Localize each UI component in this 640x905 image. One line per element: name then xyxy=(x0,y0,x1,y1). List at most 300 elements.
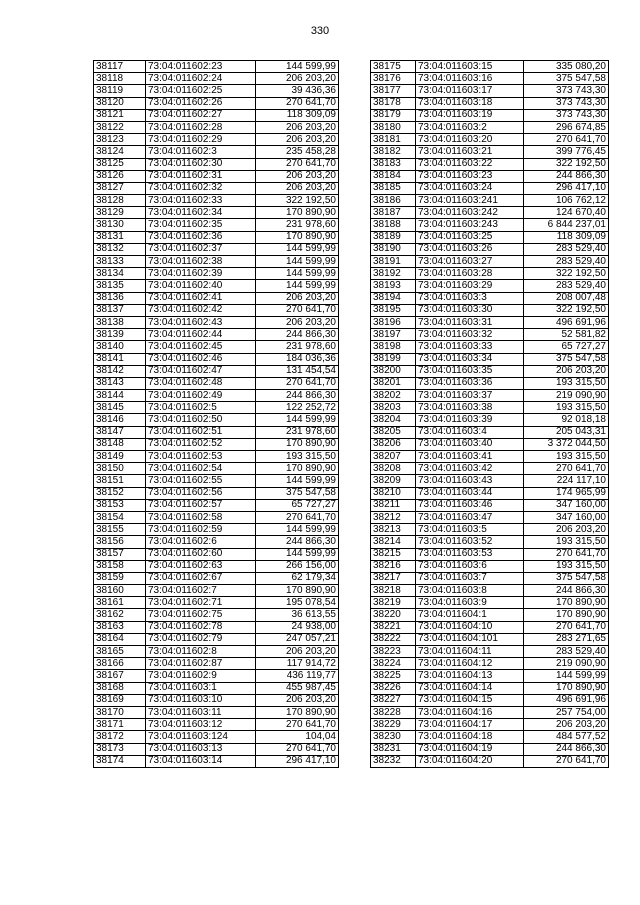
cadastral-value: 65 727,27 xyxy=(524,341,609,353)
table-row xyxy=(371,646,609,658)
row-number: 38179 xyxy=(371,109,416,121)
table-row xyxy=(371,463,609,475)
cadastral-number: 73:04:011603:21 xyxy=(416,146,524,158)
cadastral-number: 73:04:011603:4 xyxy=(416,426,524,438)
row-number: 38227 xyxy=(371,694,416,706)
table-row xyxy=(371,597,609,609)
cadastral-value: 335 080,20 xyxy=(524,61,609,73)
table-row xyxy=(371,329,609,341)
cadastral-number: 73:04:011603:29 xyxy=(416,280,524,292)
table-row xyxy=(94,658,339,670)
cadastral-value: 124 670,40 xyxy=(524,207,609,219)
cadastral-number: 73:04:011602:30 xyxy=(146,158,256,170)
table-row xyxy=(94,158,339,170)
cadastral-number: 73:04:011603:38 xyxy=(416,402,524,414)
cadastral-value: 283 529,40 xyxy=(524,646,609,658)
row-number: 38127 xyxy=(94,182,146,194)
row-number: 38169 xyxy=(94,694,146,706)
cadastral-value: 206 203,20 xyxy=(256,316,339,328)
table-row xyxy=(371,219,609,231)
table-row xyxy=(371,621,609,633)
row-number: 38181 xyxy=(371,134,416,146)
table-row xyxy=(371,487,609,499)
row-number: 38124 xyxy=(94,146,146,158)
cadastral-number: 73:04:011603:33 xyxy=(416,341,524,353)
cadastral-number: 73:04:011602:26 xyxy=(146,97,256,109)
row-number: 38121 xyxy=(94,109,146,121)
table-row xyxy=(371,670,609,682)
cadastral-value: 244 866,30 xyxy=(256,329,339,341)
table-row xyxy=(371,146,609,158)
row-number: 38139 xyxy=(94,329,146,341)
cadastral-value: 231 978,60 xyxy=(256,426,339,438)
row-number: 38219 xyxy=(371,597,416,609)
row-number: 38133 xyxy=(94,256,146,268)
cadastral-number: 73:04:011603:47 xyxy=(416,511,524,523)
cadastral-value: 144 599,99 xyxy=(256,280,339,292)
cadastral-value: 170 890,90 xyxy=(256,231,339,243)
cadastral-number: 73:04:011602:56 xyxy=(146,487,256,499)
row-number: 38222 xyxy=(371,633,416,645)
table-row xyxy=(94,731,339,743)
cadastral-value: 270 641,70 xyxy=(524,755,609,767)
cadastral-number: 73:04:011603:44 xyxy=(416,487,524,499)
cadastral-value: 195 078,54 xyxy=(256,597,339,609)
cadastral-value: 170 890,90 xyxy=(256,706,339,718)
row-number: 38147 xyxy=(94,426,146,438)
cadastral-value: 144 599,99 xyxy=(256,243,339,255)
cadastral-number: 73:04:011602:60 xyxy=(146,548,256,560)
cadastral-value: 296 417,10 xyxy=(524,182,609,194)
table-row xyxy=(371,243,609,255)
table-row xyxy=(94,511,339,523)
row-number: 38195 xyxy=(371,304,416,316)
row-number: 38122 xyxy=(94,121,146,133)
cadastral-value: 283 529,40 xyxy=(524,243,609,255)
row-number: 38158 xyxy=(94,560,146,572)
row-number: 38148 xyxy=(94,438,146,450)
row-number: 38174 xyxy=(94,755,146,767)
cadastral-value: 193 315,50 xyxy=(524,536,609,548)
table-row xyxy=(371,353,609,365)
cadastral-value: 322 192,50 xyxy=(524,268,609,280)
row-number: 38136 xyxy=(94,292,146,304)
table-row xyxy=(94,719,339,731)
table-row xyxy=(371,121,609,133)
table-row xyxy=(94,487,339,499)
table-row xyxy=(94,121,339,133)
row-number: 38142 xyxy=(94,365,146,377)
cadastral-number: 73:04:011603:40 xyxy=(416,438,524,450)
cadastral-value: 193 315,50 xyxy=(524,377,609,389)
cadastral-number: 73:04:011602:24 xyxy=(146,73,256,85)
cadastral-value: 373 743,30 xyxy=(524,97,609,109)
table-row xyxy=(371,548,609,560)
row-number: 38207 xyxy=(371,451,416,463)
table-row xyxy=(371,365,609,377)
table-row xyxy=(371,755,609,767)
cadastral-number: 73:04:011602:28 xyxy=(146,121,256,133)
cadastral-number: 73:04:011604:18 xyxy=(416,731,524,743)
table-row xyxy=(94,548,339,560)
row-number: 38223 xyxy=(371,646,416,658)
table-row xyxy=(371,207,609,219)
table-row xyxy=(94,536,339,548)
row-number: 38149 xyxy=(94,451,146,463)
table-row xyxy=(371,451,609,463)
cadastral-number: 73:04:011604:12 xyxy=(416,658,524,670)
row-number: 38137 xyxy=(94,304,146,316)
cadastral-value: 122 252,72 xyxy=(256,402,339,414)
cadastral-value: 24 938,00 xyxy=(256,621,339,633)
table-row xyxy=(371,402,609,414)
cadastral-value: 65 727,27 xyxy=(256,499,339,511)
cadastral-number: 73:04:011602:27 xyxy=(146,109,256,121)
row-number: 38153 xyxy=(94,499,146,511)
row-number: 38172 xyxy=(94,731,146,743)
cadastral-value: 257 754,00 xyxy=(524,706,609,718)
table-row xyxy=(371,719,609,731)
cadastral-value: 283 271,65 xyxy=(524,633,609,645)
table-row xyxy=(94,670,339,682)
table-row xyxy=(94,170,339,182)
row-number: 38218 xyxy=(371,585,416,597)
row-number: 38144 xyxy=(94,390,146,402)
table-row xyxy=(371,109,609,121)
cadastral-value: 235 458,28 xyxy=(256,146,339,158)
cadastral-number: 73:04:011603:241 xyxy=(416,195,524,207)
cadastral-number: 73:04:011603:42 xyxy=(416,463,524,475)
cadastral-number: 73:04:011604:10 xyxy=(416,621,524,633)
cadastral-value: 219 090,90 xyxy=(524,390,609,402)
cadastral-value: 106 762,12 xyxy=(524,195,609,207)
row-number: 38216 xyxy=(371,560,416,572)
cadastral-number: 73:04:011602:3 xyxy=(146,146,256,158)
row-number: 38134 xyxy=(94,268,146,280)
cadastral-number: 73:04:011603:34 xyxy=(416,353,524,365)
cadastral-number: 73:04:011603:26 xyxy=(416,243,524,255)
table-row xyxy=(94,207,339,219)
cadastral-number: 73:04:011602:9 xyxy=(146,670,256,682)
table-row xyxy=(94,438,339,450)
cadastral-number: 73:04:011602:5 xyxy=(146,402,256,414)
cadastral-value: 144 599,99 xyxy=(256,475,339,487)
row-number: 38184 xyxy=(371,170,416,182)
row-number: 38196 xyxy=(371,316,416,328)
row-number: 38187 xyxy=(371,207,416,219)
cadastral-number: 73:04:011603:39 xyxy=(416,414,524,426)
cadastral-number: 73:04:011602:63 xyxy=(146,560,256,572)
table-row xyxy=(94,585,339,597)
table-row xyxy=(371,377,609,389)
table-row xyxy=(371,292,609,304)
row-number: 38178 xyxy=(371,97,416,109)
row-number: 38200 xyxy=(371,365,416,377)
cadastral-value: 206 203,20 xyxy=(256,134,339,146)
cadastral-value: 170 890,90 xyxy=(524,609,609,621)
row-number: 38125 xyxy=(94,158,146,170)
table-row xyxy=(371,706,609,718)
row-number: 38198 xyxy=(371,341,416,353)
row-number: 38189 xyxy=(371,231,416,243)
cadastral-number: 73:04:011604:101 xyxy=(416,633,524,645)
table-row xyxy=(371,572,609,584)
row-number: 38191 xyxy=(371,256,416,268)
cadastral-number: 73:04:011603:11 xyxy=(146,706,256,718)
table-row xyxy=(94,609,339,621)
table-row xyxy=(371,585,609,597)
table-row xyxy=(371,316,609,328)
cadastral-number: 73:04:011602:78 xyxy=(146,621,256,633)
cadastral-value: 455 987,45 xyxy=(256,682,339,694)
table-row xyxy=(371,499,609,511)
cadastral-number: 73:04:011604:15 xyxy=(416,694,524,706)
cadastral-number: 73:04:011604:11 xyxy=(416,646,524,658)
cadastral-value: 270 641,70 xyxy=(256,719,339,731)
cadastral-number: 73:04:011603:23 xyxy=(416,170,524,182)
table-row xyxy=(94,61,339,73)
table-row xyxy=(94,475,339,487)
page-number: 330 xyxy=(310,25,330,37)
row-number: 38232 xyxy=(371,755,416,767)
table-row xyxy=(371,280,609,292)
row-number: 38162 xyxy=(94,609,146,621)
cadastral-value: 193 315,50 xyxy=(524,560,609,572)
cadastral-value: 244 866,30 xyxy=(256,390,339,402)
cadastral-number: 73:04:011602:29 xyxy=(146,134,256,146)
cadastral-value: 206 203,20 xyxy=(524,719,609,731)
row-number: 38226 xyxy=(371,682,416,694)
cadastral-number: 73:04:011603:30 xyxy=(416,304,524,316)
cadastral-number: 73:04:011603:242 xyxy=(416,207,524,219)
cadastral-value: 270 641,70 xyxy=(524,621,609,633)
row-number: 38213 xyxy=(371,524,416,536)
row-number: 38128 xyxy=(94,195,146,207)
table-row xyxy=(94,292,339,304)
row-number: 38180 xyxy=(371,121,416,133)
row-number: 38135 xyxy=(94,280,146,292)
row-number: 38165 xyxy=(94,646,146,658)
cadastral-number: 73:04:011603:46 xyxy=(416,499,524,511)
cadastral-number: 73:04:011603:7 xyxy=(416,572,524,584)
cadastral-value: 36 613,55 xyxy=(256,609,339,621)
row-number: 38188 xyxy=(371,219,416,231)
row-number: 38154 xyxy=(94,511,146,523)
cadastral-value: 170 890,90 xyxy=(256,438,339,450)
cadastral-value: 131 454,54 xyxy=(256,365,339,377)
cadastral-value: 3 372 044,50 xyxy=(524,438,609,450)
cadastral-value: 219 090,90 xyxy=(524,658,609,670)
table-row xyxy=(94,390,339,402)
row-number: 38228 xyxy=(371,706,416,718)
cadastral-number: 73:04:011603:10 xyxy=(146,694,256,706)
cadastral-number: 73:04:011602:47 xyxy=(146,365,256,377)
table-row xyxy=(371,414,609,426)
row-number: 38159 xyxy=(94,572,146,584)
table-row xyxy=(371,85,609,97)
cadastral-value: 104,04 xyxy=(256,731,339,743)
cadastral-value: 270 641,70 xyxy=(256,511,339,523)
cadastral-value: 399 776,45 xyxy=(524,146,609,158)
row-number: 38225 xyxy=(371,670,416,682)
row-number: 38203 xyxy=(371,402,416,414)
row-number: 38141 xyxy=(94,353,146,365)
cadastral-value: 322 192,50 xyxy=(524,158,609,170)
row-number: 38163 xyxy=(94,621,146,633)
table-row xyxy=(371,390,609,402)
row-number: 38132 xyxy=(94,243,146,255)
cadastral-value: 347 160,00 xyxy=(524,511,609,523)
row-number: 38129 xyxy=(94,207,146,219)
table-row xyxy=(94,646,339,658)
table-row xyxy=(94,85,339,97)
table-row xyxy=(371,560,609,572)
cadastral-value: 496 691,96 xyxy=(524,316,609,328)
cadastral-number: 73:04:011602:52 xyxy=(146,438,256,450)
table-row xyxy=(94,499,339,511)
cadastral-number: 73:04:011603:14 xyxy=(146,755,256,767)
table-row xyxy=(94,463,339,475)
row-number: 38173 xyxy=(94,743,146,755)
cadastral-value: 373 743,30 xyxy=(524,109,609,121)
cadastral-value: 144 599,99 xyxy=(524,670,609,682)
cadastral-value: 144 599,99 xyxy=(256,61,339,73)
cadastral-value: 270 641,70 xyxy=(524,463,609,475)
row-number: 38201 xyxy=(371,377,416,389)
row-number: 38126 xyxy=(94,170,146,182)
row-number: 38150 xyxy=(94,463,146,475)
row-number: 38186 xyxy=(371,195,416,207)
row-number: 38152 xyxy=(94,487,146,499)
row-number: 38230 xyxy=(371,731,416,743)
cadastral-number: 73:04:011602:23 xyxy=(146,61,256,73)
row-number: 38118 xyxy=(94,73,146,85)
cadastral-value: 206 203,20 xyxy=(524,524,609,536)
cadastral-value: 170 890,90 xyxy=(256,207,339,219)
cadastral-number: 73:04:011603:28 xyxy=(416,268,524,280)
row-number: 38143 xyxy=(94,377,146,389)
table-row xyxy=(371,195,609,207)
cadastral-value: 206 203,20 xyxy=(256,170,339,182)
table-row xyxy=(94,341,339,353)
cadastral-number: 73:04:011603:41 xyxy=(416,451,524,463)
cadastral-number: 73:04:011603:25 xyxy=(416,231,524,243)
cadastral-number: 73:04:011602:40 xyxy=(146,280,256,292)
table-row xyxy=(94,621,339,633)
cadastral-number: 73:04:011603:9 xyxy=(416,597,524,609)
cadastral-number: 73:04:011603:5 xyxy=(416,524,524,536)
row-number: 38206 xyxy=(371,438,416,450)
row-number: 38224 xyxy=(371,658,416,670)
cadastral-value: 6 844 237,01 xyxy=(524,219,609,231)
cadastral-number: 73:04:011603:32 xyxy=(416,329,524,341)
cadastral-number: 73:04:011603:22 xyxy=(416,158,524,170)
cadastral-number: 73:04:011604:20 xyxy=(416,755,524,767)
table-row xyxy=(371,158,609,170)
table-row xyxy=(94,316,339,328)
row-number: 38192 xyxy=(371,268,416,280)
cadastral-number: 73:04:011602:67 xyxy=(146,572,256,584)
row-number: 38146 xyxy=(94,414,146,426)
cadastral-value: 144 599,99 xyxy=(256,524,339,536)
cadastral-value: 170 890,90 xyxy=(256,585,339,597)
cadastral-value: 193 315,50 xyxy=(524,402,609,414)
table-row xyxy=(94,256,339,268)
table-row xyxy=(94,97,339,109)
table-row xyxy=(371,694,609,706)
table-row xyxy=(371,73,609,85)
cadastral-number: 73:04:011602:51 xyxy=(146,426,256,438)
cadastral-number: 73:04:011603:243 xyxy=(416,219,524,231)
cadastral-number: 73:04:011603:52 xyxy=(416,536,524,548)
row-number: 38176 xyxy=(371,73,416,85)
table-row xyxy=(94,682,339,694)
cadastral-number: 73:04:011603:19 xyxy=(416,109,524,121)
cadastral-number: 73:04:011602:33 xyxy=(146,195,256,207)
cadastral-value: 375 547,58 xyxy=(524,353,609,365)
table-row xyxy=(371,438,609,450)
table-row xyxy=(94,414,339,426)
cadastral-number: 73:04:011603:27 xyxy=(416,256,524,268)
table-row xyxy=(94,706,339,718)
table-row xyxy=(371,182,609,194)
cadastral-number: 73:04:011602:37 xyxy=(146,243,256,255)
cadastral-number: 73:04:011602:50 xyxy=(146,414,256,426)
table-row xyxy=(94,73,339,85)
table-row xyxy=(94,377,339,389)
table-row xyxy=(371,231,609,243)
cadastral-value: 231 978,60 xyxy=(256,341,339,353)
cadastral-value: 484 577,52 xyxy=(524,731,609,743)
cadastral-value: 184 036,36 xyxy=(256,353,339,365)
table-row xyxy=(94,146,339,158)
cadastral-number: 73:04:011604:16 xyxy=(416,706,524,718)
cadastral-value: 283 529,40 xyxy=(524,280,609,292)
cadastral-number: 73:04:011602:32 xyxy=(146,182,256,194)
cadastral-number: 73:04:011602:55 xyxy=(146,475,256,487)
cadastral-value: 206 203,20 xyxy=(256,73,339,85)
cadastral-value: 193 315,50 xyxy=(524,451,609,463)
cadastral-value: 375 547,58 xyxy=(256,487,339,499)
table-row xyxy=(94,304,339,316)
row-number: 38197 xyxy=(371,329,416,341)
row-number: 38130 xyxy=(94,219,146,231)
row-number: 38214 xyxy=(371,536,416,548)
row-number: 38220 xyxy=(371,609,416,621)
row-number: 38160 xyxy=(94,585,146,597)
row-number: 38204 xyxy=(371,414,416,426)
cadastral-value: 296 417,10 xyxy=(256,755,339,767)
table-row xyxy=(94,243,339,255)
table-row xyxy=(94,572,339,584)
cadastral-number: 73:04:011603:17 xyxy=(416,85,524,97)
cadastral-number: 73:04:011602:25 xyxy=(146,85,256,97)
cadastral-number: 73:04:011603:3 xyxy=(416,292,524,304)
cadastral-number: 73:04:011603:18 xyxy=(416,97,524,109)
cadastral-number: 73:04:011602:38 xyxy=(146,256,256,268)
cadastral-value: 52 581,82 xyxy=(524,329,609,341)
cadastral-number: 73:04:011603:13 xyxy=(146,743,256,755)
table-row xyxy=(94,280,339,292)
row-number: 38208 xyxy=(371,463,416,475)
cadastral-number: 73:04:011603:12 xyxy=(146,719,256,731)
cadastral-number: 73:04:011603:16 xyxy=(416,73,524,85)
row-number: 38140 xyxy=(94,341,146,353)
cadastral-number: 73:04:011602:49 xyxy=(146,390,256,402)
cadastral-number: 73:04:011602:59 xyxy=(146,524,256,536)
cadastral-number: 73:04:011602:71 xyxy=(146,597,256,609)
cadastral-number: 73:04:011604:17 xyxy=(416,719,524,731)
